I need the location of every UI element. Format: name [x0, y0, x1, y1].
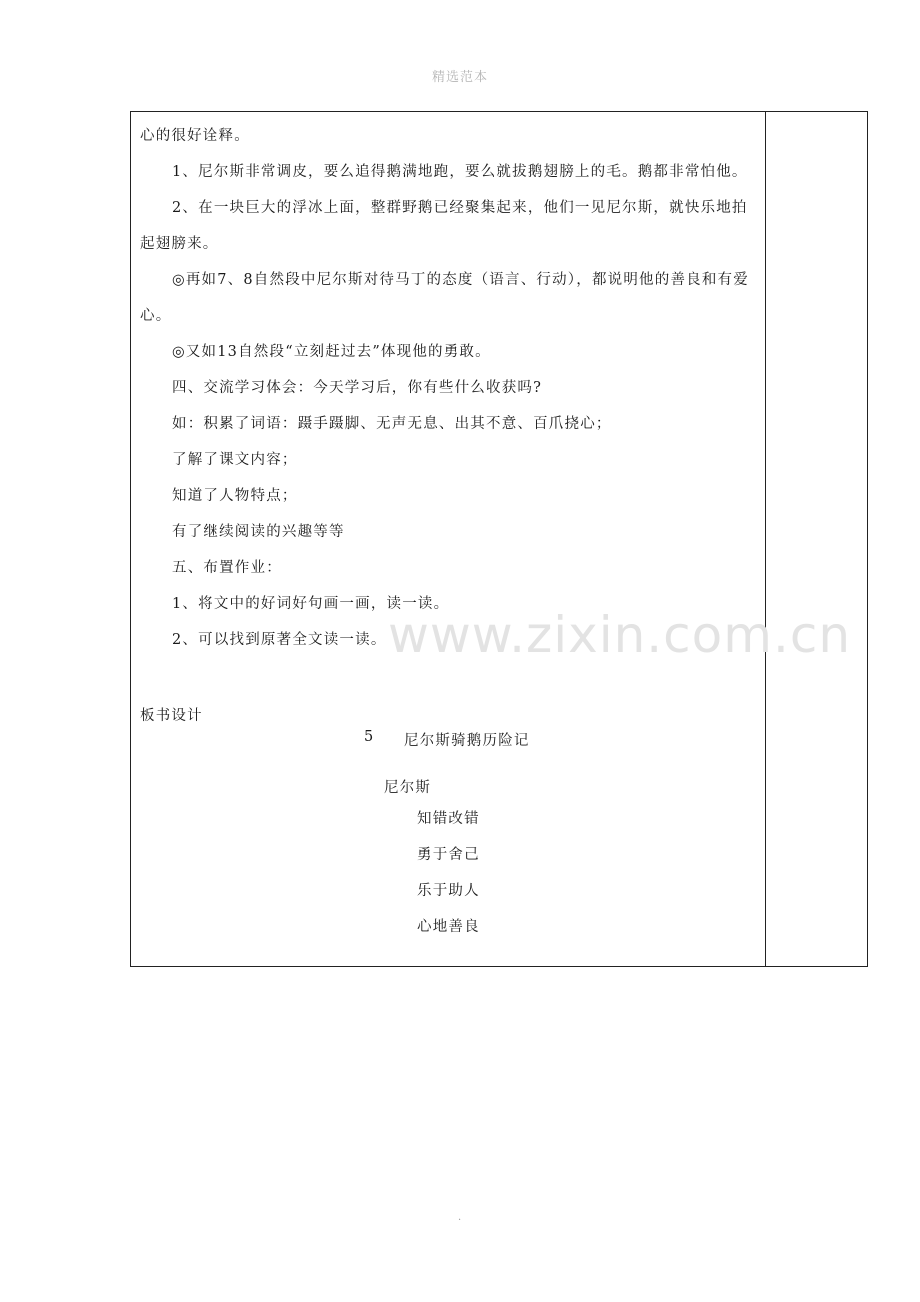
paragraph-example-2: 2、在一块巨大的浮冰上面，整群野鹅已经聚集起来，他们一见尼尔斯，就快乐地拍起翅膀来。: [140, 200, 748, 252]
paragraph-continuation: 心的很好诠释。: [140, 128, 250, 144]
paragraph-example-4: ◎又如13自然段“立刻赶过去”体现他的勇敢。: [172, 344, 491, 360]
lesson-body: [140, 118, 758, 658]
paragraph-content: 了解了课文内容；: [172, 452, 298, 468]
board-lesson-number: 5: [364, 729, 374, 745]
paragraph-example-1: 1、尼尔斯非常调皮，要么追得鹅满地跑，要么就拔鹅翅膀上的毛。鹅都非常怕他。: [172, 164, 748, 180]
homework-item-1: 1、将文中的好词好句画一画，读一读。: [172, 596, 450, 612]
section-heading-four: 四、交流学习体会：今天学习后，你有些什么收获吗?: [172, 380, 543, 396]
section-heading-five: 五、布置作业：: [172, 560, 282, 576]
homework-item-2: 2、可以找到原著全文读一读。: [172, 632, 387, 648]
board-title: 尼尔斯骑鹅历险记: [404, 733, 530, 749]
page-footer-mark: .: [458, 1212, 462, 1223]
paragraph-interest: 有了继续阅读的兴趣等等: [172, 524, 345, 540]
board-trait-list: [417, 801, 480, 945]
board-hero-name: 尼尔斯: [384, 780, 432, 796]
paragraph-characters: 知道了人物特点；: [172, 488, 298, 504]
board-trait-item: 心地善良: [417, 919, 480, 935]
board-trait-item: 勇于舍己: [417, 847, 480, 863]
table-column-divider: [765, 111, 766, 967]
watermark-text: www.zixin.com.cn: [388, 606, 852, 664]
board-design-label: 板书设计: [140, 708, 203, 724]
board-trait-item: 知错改错: [417, 811, 480, 827]
paragraph-vocabulary: 如：积累了词语：蹑手蹑脚、无声无息、出其不意、百爪挠心；: [172, 416, 612, 432]
board-trait-item: 乐于助人: [417, 883, 480, 899]
paragraph-example-3: ◎再如7、8自然段中尼尔斯对待马丁的态度（语言、行动），都说明他的善良和有爱心。: [140, 272, 749, 324]
page-header: 精选范本: [431, 70, 488, 85]
